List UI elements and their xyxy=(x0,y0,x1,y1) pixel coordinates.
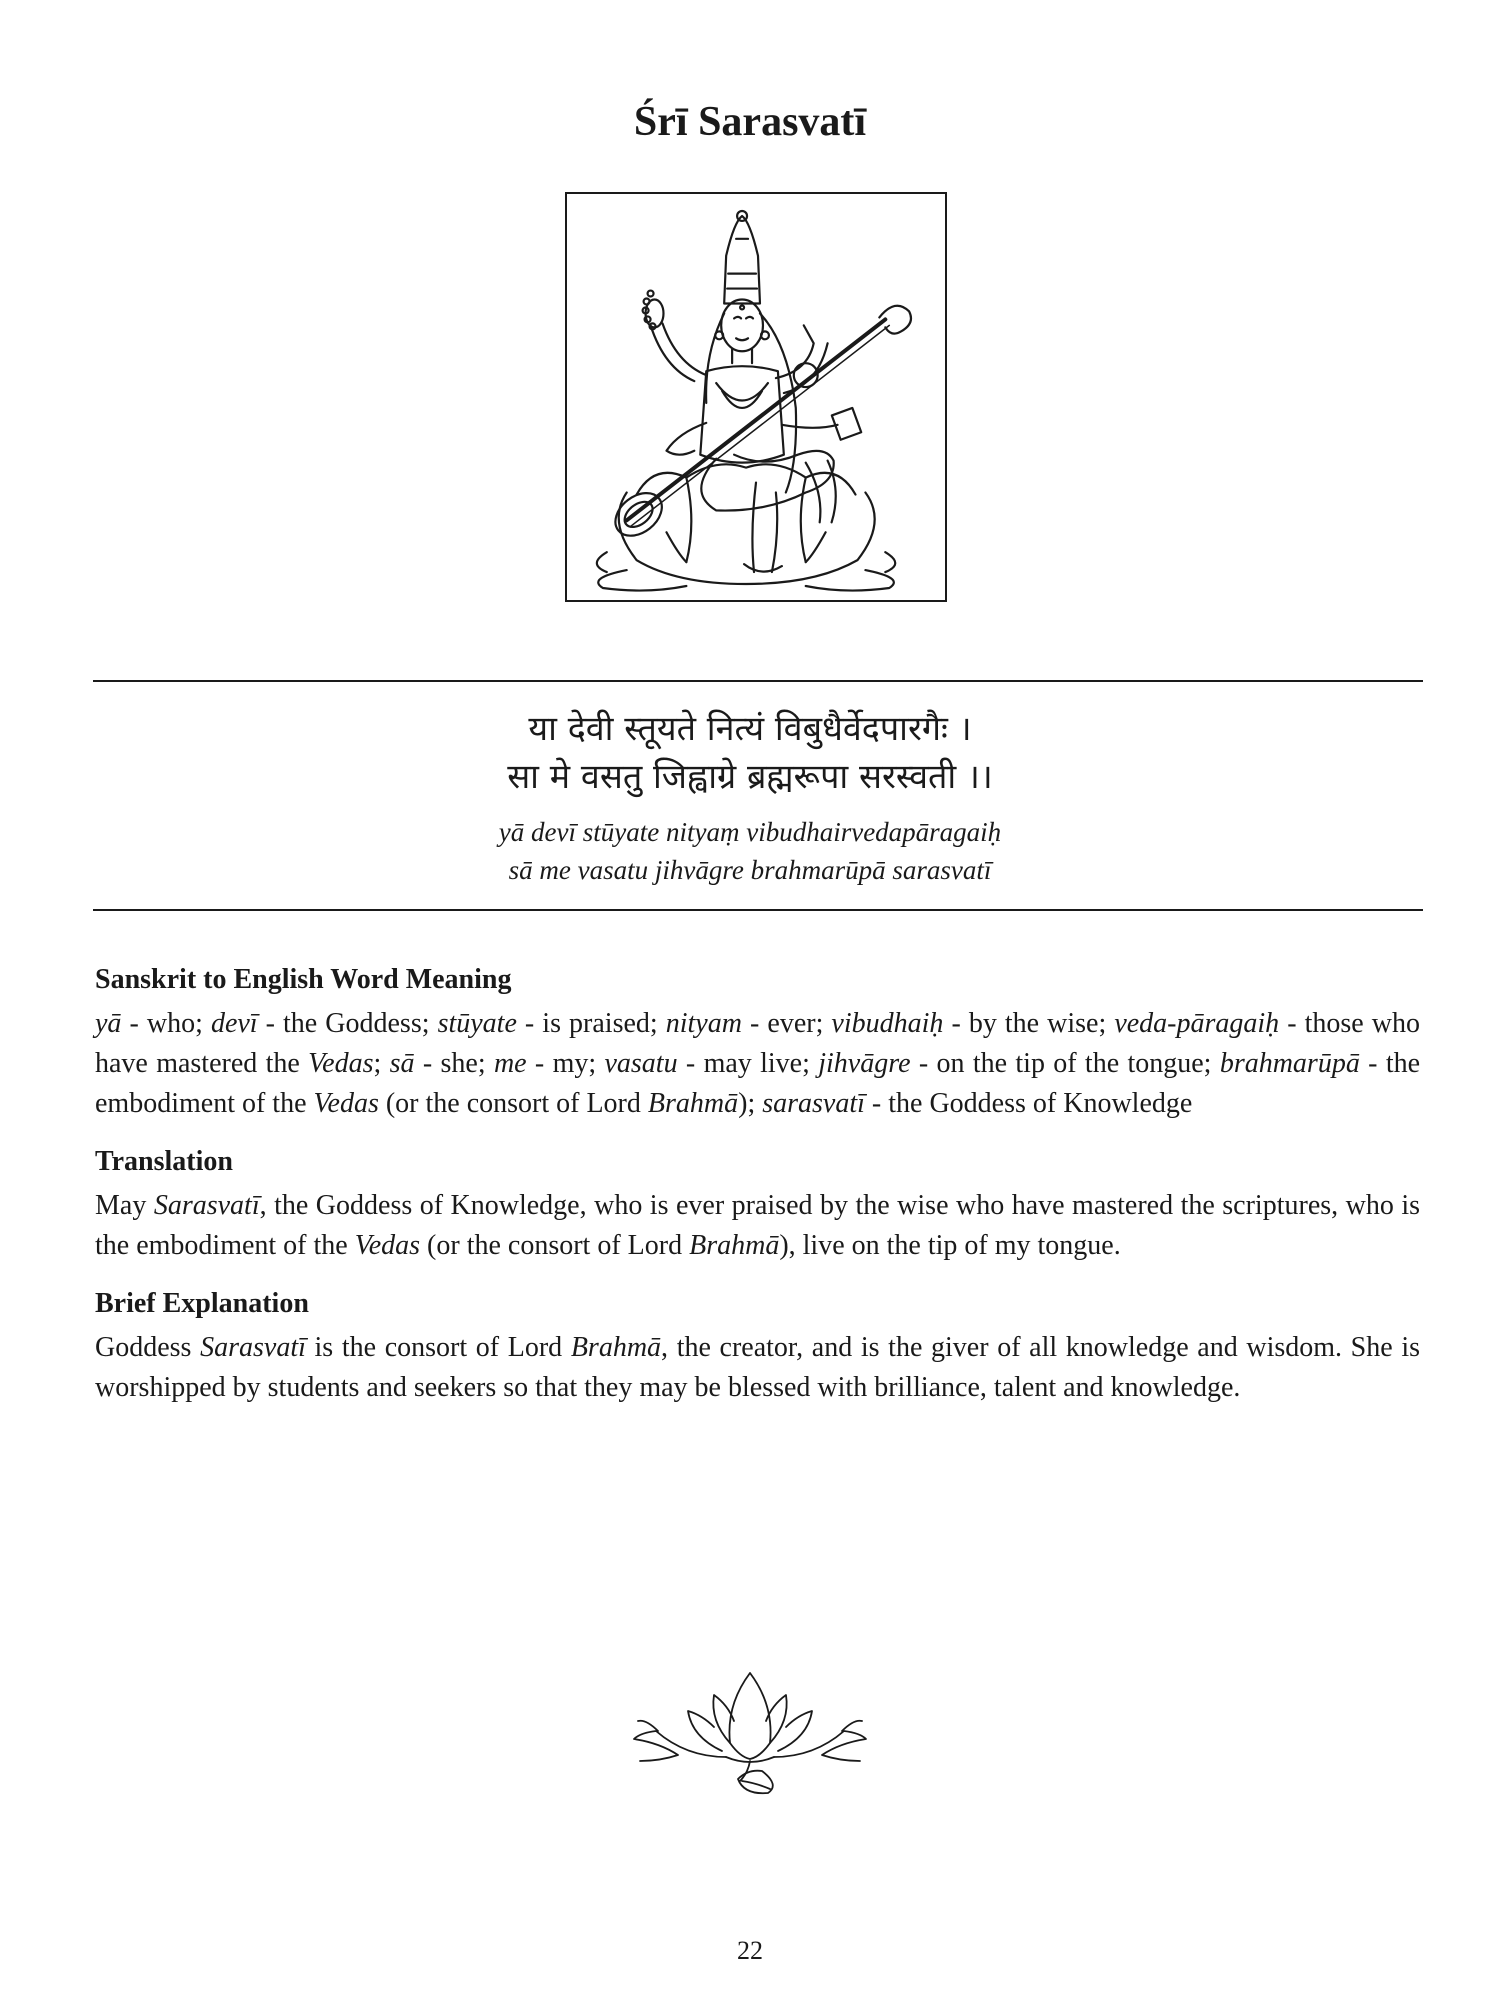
italic-term: stūyate xyxy=(437,1008,517,1039)
lotus-flower-icon xyxy=(630,1665,870,1800)
explanation-heading: Brief Explanation xyxy=(95,1288,309,1319)
sarasvati-veena-icon xyxy=(567,194,945,600)
italic-term: Sarasvatī xyxy=(200,1332,306,1363)
page-title: Śrī Sarasvatī xyxy=(633,99,867,145)
italic-term: sā xyxy=(389,1048,415,1079)
italic-term: vibudhaiḥ xyxy=(831,1008,944,1039)
italic-term: me xyxy=(493,1048,527,1079)
commentary xyxy=(95,960,1420,1426)
transliteration-line-2: sā me vasatu jihvāgre brahmarūpā sarasvatī xyxy=(508,855,992,885)
word-meaning-text: yā - who; devī - the Goddess; stūyate - is praised; nityam - ever; vibudhaiḥ - by the wise; veda-pāragaiḥ - those who have mastered the Vedas; sā - she; me - my; vasatu - may live; jihvāgre - on the tip of the tongue; brahmarūpā - the embodiment of the Vedas (or the consort of Lord Brahmā); sarasvatī - the Goddess of Knowledge xyxy=(95,1008,1421,1119)
italic-term: sarasvatī xyxy=(762,1088,865,1119)
sarasvati-illustration xyxy=(565,192,947,602)
italic-term: Sarasvatī xyxy=(153,1190,260,1221)
word-meaning-heading: Sanskrit to English Word Meaning xyxy=(95,964,512,995)
italic-term: jihvāgre xyxy=(818,1048,911,1079)
italic-term: devī xyxy=(210,1008,258,1039)
bottom-divider xyxy=(93,909,1423,911)
italic-term: nityam xyxy=(665,1008,742,1039)
devanagari-line-1: या देवी स्तूयते नित्यं विबुधैर्वेदपारगैः । xyxy=(528,709,972,749)
italic-term: Brahmā xyxy=(647,1088,739,1119)
page-number: 22 xyxy=(737,1936,763,1965)
italic-term: Brahmā xyxy=(689,1230,780,1261)
italic-term: Vedas xyxy=(313,1088,379,1119)
verse-block xyxy=(0,705,1500,889)
italic-term: brahmarūpā xyxy=(1219,1048,1360,1079)
italic-term: Vedas xyxy=(354,1230,421,1261)
transliteration-line-1: yā devī stūyate nityaṃ vibudhairvedapāragaiḥ xyxy=(498,817,1002,847)
devanagari-line-2: सा मे वसतु जिह्वाग्रे ब्रह्मरूपा सरस्वती ।। xyxy=(507,757,993,797)
top-divider xyxy=(93,680,1423,682)
italic-term: Vedas xyxy=(308,1048,374,1079)
italic-term: vasatu xyxy=(604,1048,678,1079)
italic-term: yā xyxy=(95,1008,122,1039)
italic-term: Brahmā xyxy=(570,1332,662,1363)
translation-heading: Translation xyxy=(95,1146,233,1177)
lotus-ornament xyxy=(630,1665,870,1800)
translation-text: May Sarasvatī, the Goddess of Knowledge, who is ever praised by the wise who have mastered the scriptures, who is the embodiment of the Vedas (or the consort of Lord Brahmā), live on the tip of my tongue. xyxy=(95,1190,1421,1261)
italic-term: veda-pāragaiḥ xyxy=(1114,1008,1280,1039)
explanation-text: Goddess Sarasvatī is the consort of Lord Brahmā, the creator, and is the giver of all knowledge and wisdom. She is worshipped by students and seekers so that they may be blessed with brilliance, talent and knowledge. xyxy=(95,1332,1420,1403)
